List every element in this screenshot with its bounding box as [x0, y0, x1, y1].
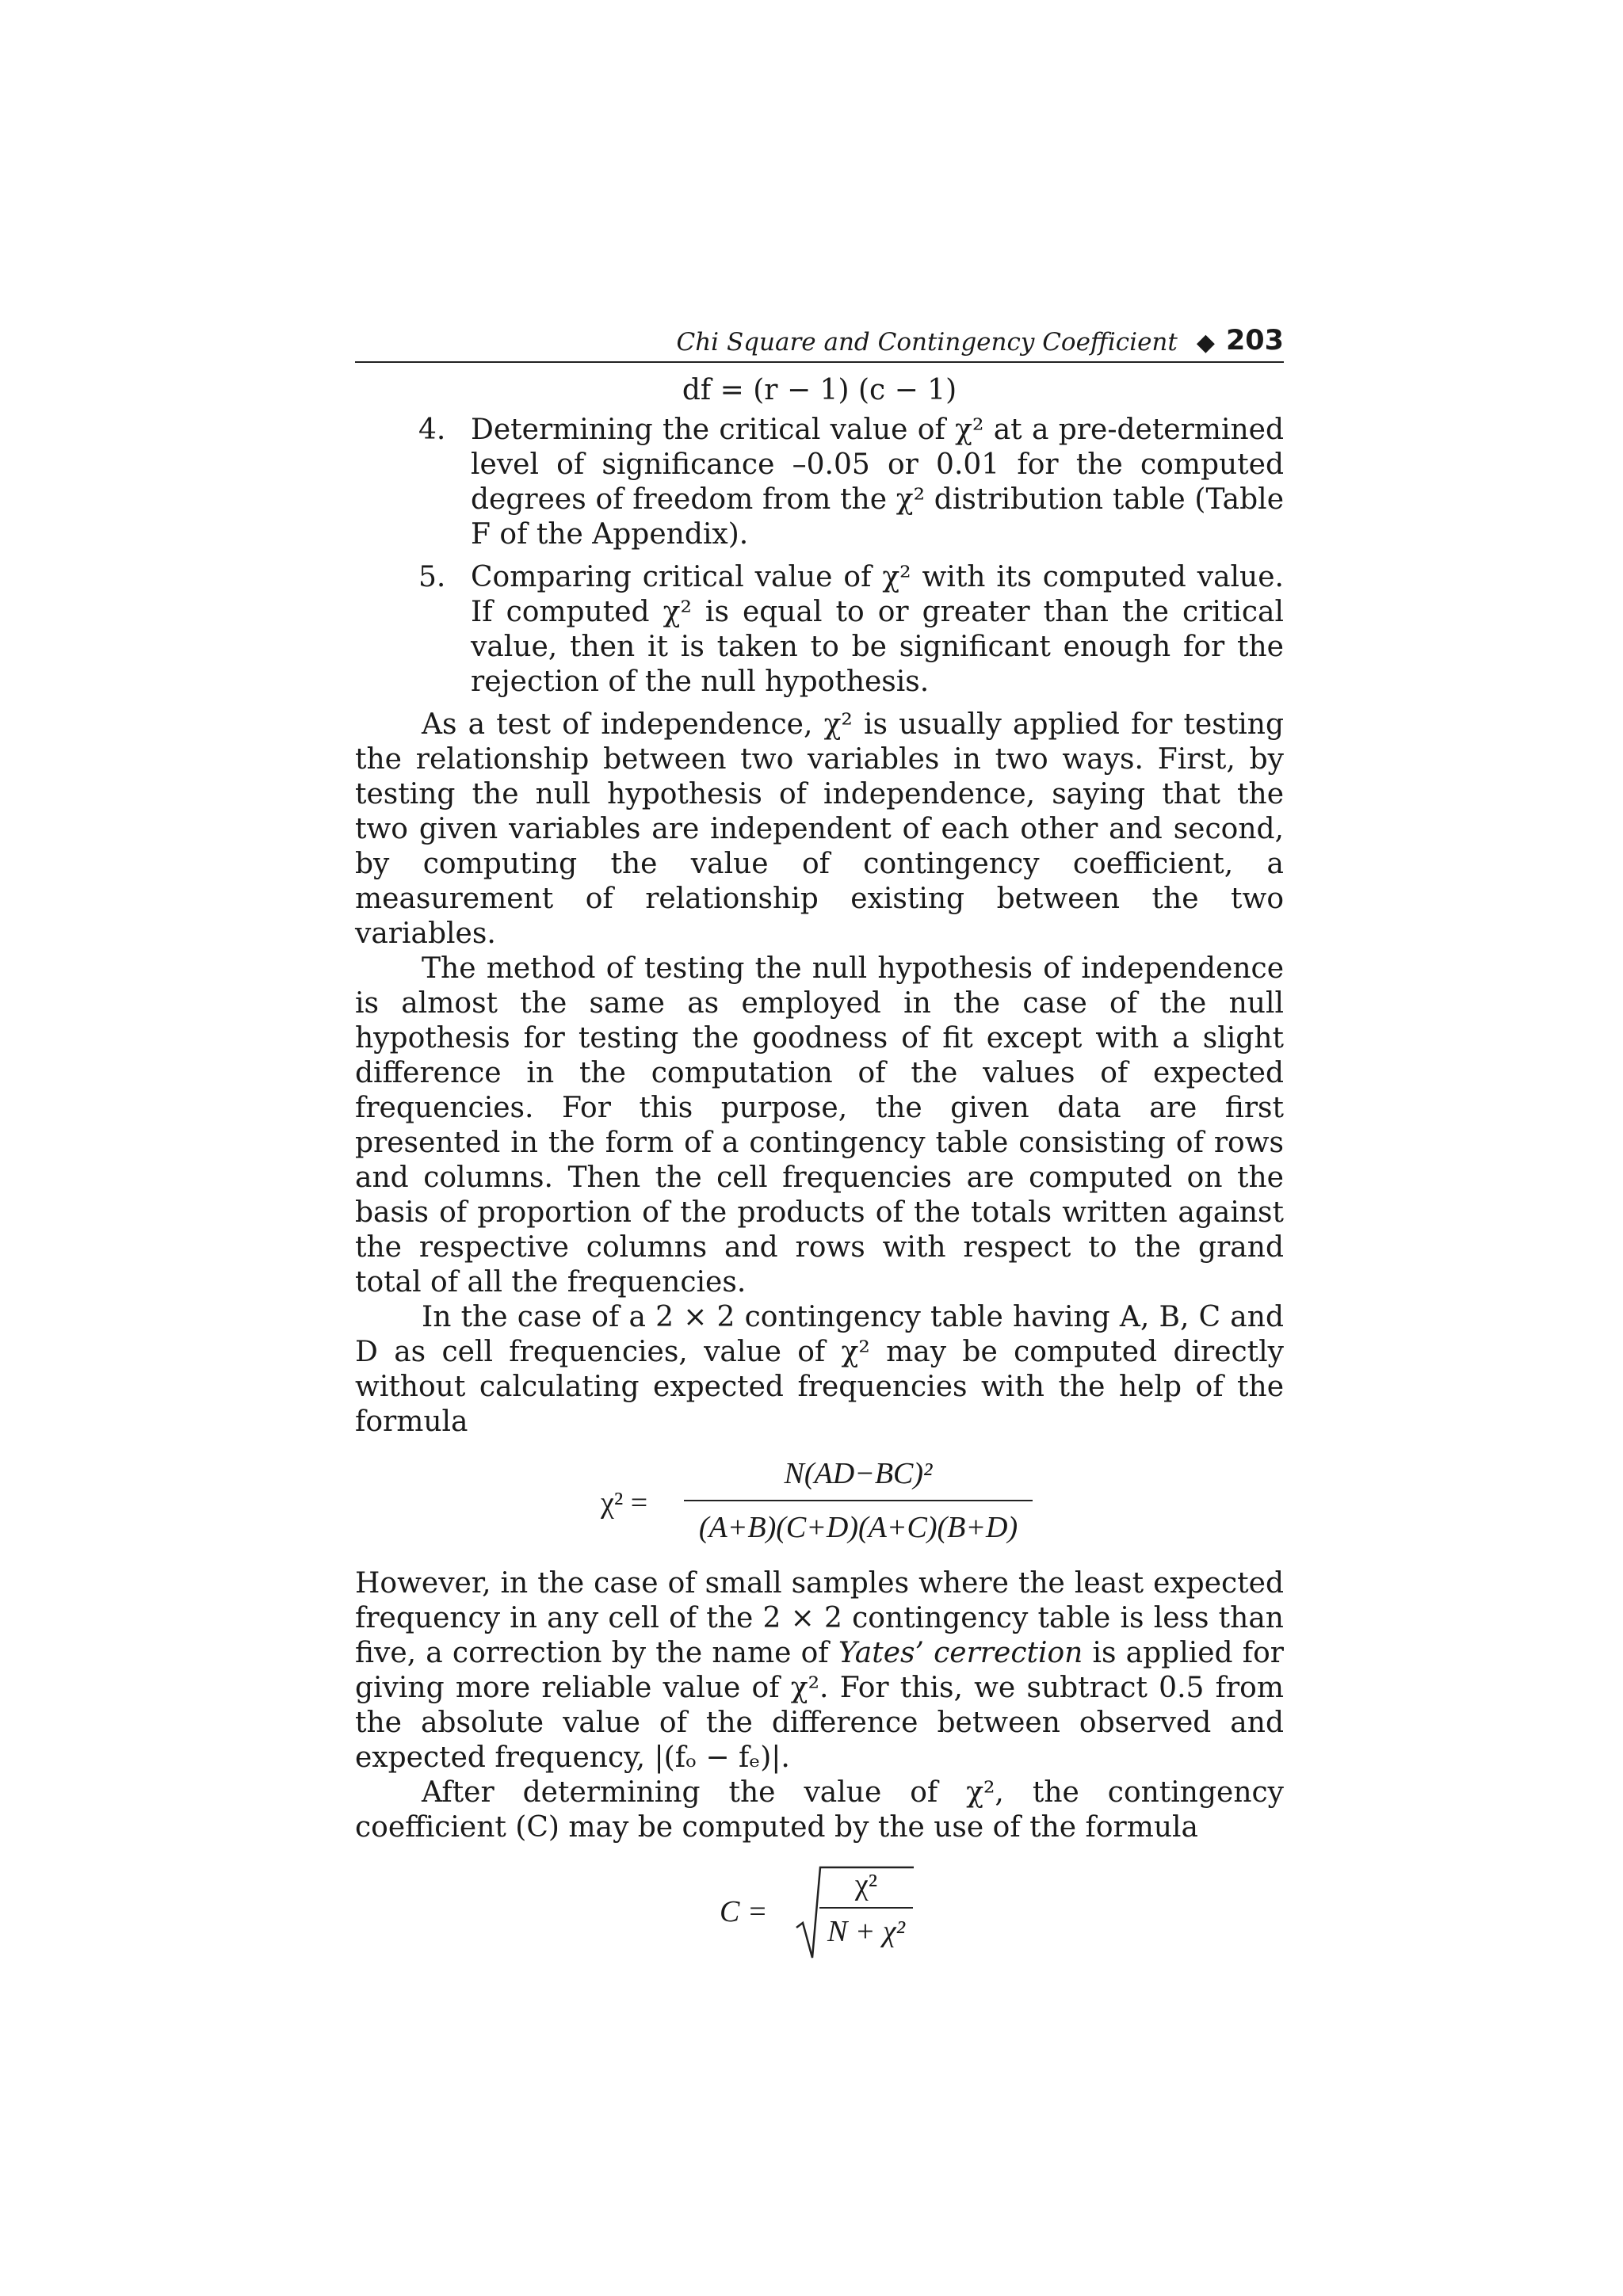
paragraph-contingency: After determining the value of χ², the contingency coefficient (C) may be computed by the use of the formula	[355, 1776, 1284, 1844]
list-item	[355, 560, 1284, 700]
formula-numerator	[684, 1451, 1033, 1497]
formula-denominator	[819, 1913, 913, 1950]
diamond-icon: ◆	[1196, 329, 1215, 357]
steps-list	[355, 413, 1284, 700]
step-number: 5.	[418, 561, 446, 593]
paragraph-independence: As a test of independence, χ² is usually applied for testing the relationship between two variables in two ways. First, by testing the null hypothesis of independence, saying that the two given variables are independent of each other and second, by computing the value of contingency coefficient, a measurement of relationship existing between the two variables.	[355, 708, 1284, 950]
running-head-title: Chi Square and Contingency Coefficient	[676, 328, 1178, 357]
running-head	[355, 317, 1284, 363]
yates-text-after: is applied for giving more reliable value of χ². For this, we subtract 0.5 from the absolute value of the difference between observed and expected frequency, |(fₒ − fₑ)|.	[355, 1637, 1284, 1774]
denominator-text: (A+B)(C+D)(A+C)(B+D)	[698, 1511, 1018, 1544]
list-item	[355, 413, 1284, 552]
formula-fraction	[819, 1861, 913, 1950]
df-equation: df = (r − 1) (c − 1)	[682, 374, 957, 406]
paragraph-method: The method of testing the null hypothesis of independence is almost the same as employed in the case of the null hypothesis for testing the goodness of fit except with a slight difference in the computation of the values of expected frequencies. For this purpose, the given data are first presented in the form of a contingency table consisting of rows and columns. Then the cell frequencies are computed on the basis of proportion of the products of the totals written against the respective columns and rows with respect to the grand total of all the frequencies.	[355, 952, 1284, 1299]
formula-lhs	[720, 1894, 768, 1929]
fraction-bar	[819, 1907, 913, 1909]
paragraph-yates	[355, 1566, 1284, 1775]
fraction-bar	[684, 1500, 1033, 1501]
page-number: 203	[1225, 325, 1284, 357]
paragraph-2x2: In the case of a 2 × 2 contingency table having A, B, C and D as cell frequencies, value of χ² may be computed directly without calculating expected frequencies with the help of the formula	[355, 1301, 1284, 1438]
step-text: Determining the critical value of χ² at a pre-determined level of significance –0.05 or 0.01 for the computed degrees of freedom from the χ² distribution table (Table F of the Appendix).	[471, 414, 1284, 551]
chi-square-formula	[355, 1451, 1284, 1554]
numerator-text: N(AD−BC)²	[784, 1457, 933, 1490]
formula-fraction	[684, 1451, 1033, 1547]
formula-numerator: χ²	[854, 1868, 878, 1901]
step-text: Comparing critical value of χ² with its computed value. If computed χ² is equal to or greater than the critical value, then it is taken to be significant enough for the rejection of the null hypothesis.	[471, 561, 1284, 698]
formula-lhs: χ² =	[601, 1486, 648, 1520]
yates-term: Yates’ cerrection	[838, 1637, 1083, 1669]
lhs-text: C =	[720, 1895, 768, 1928]
contingency-formula	[355, 1861, 1284, 1972]
denominator-text: N + χ²	[827, 1915, 906, 1948]
book-page	[355, 317, 1284, 1972]
step-number: 4.	[418, 414, 446, 446]
yates-text-before: However, in the case of small samples where the least expected frequency in any cell of the 2 × 2 contingency table is less than five, a correction by the name of	[355, 1567, 1284, 1669]
formula-denominator	[684, 1508, 1033, 1547]
